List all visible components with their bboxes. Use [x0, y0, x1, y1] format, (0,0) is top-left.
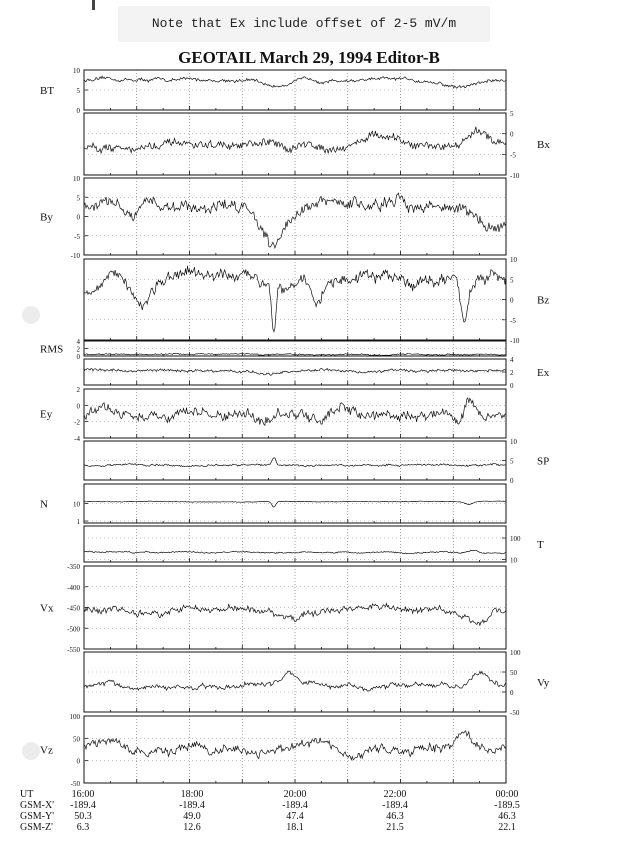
y-tick-label: 4	[510, 356, 514, 364]
y-tick-label: -50	[70, 780, 80, 788]
footer-gsm-y: 46.3	[386, 811, 404, 822]
y-tick-label: -2	[74, 418, 80, 427]
y-tick-label: 5	[76, 194, 80, 203]
y-tick-label: -5	[74, 232, 80, 241]
y-tick-label: 0	[510, 296, 514, 305]
panel-label: Vz	[40, 744, 53, 757]
footer-gsm-x: -189.4	[70, 800, 96, 811]
footer-time: 16:00	[71, 789, 95, 800]
y-tick-label: 10	[510, 256, 517, 264]
y-tick-label: 5	[510, 276, 514, 285]
panel-frame	[84, 178, 506, 255]
y-tick-label: 0	[510, 689, 514, 697]
panel-label: Ey	[40, 408, 53, 421]
y-tick-label: -5	[510, 316, 516, 325]
y-tick-label: 1	[76, 518, 80, 527]
footer-time: 00:00	[495, 789, 519, 800]
footer-label: GSM-X'	[20, 800, 55, 811]
y-tick-label: -50	[510, 709, 520, 717]
footer-label: GSM-Y'	[20, 811, 55, 822]
footer-time: 22:00	[383, 789, 407, 800]
panel-label: BT	[40, 85, 55, 97]
y-tick-label: 0	[76, 757, 80, 766]
y-tick-label: 0	[510, 477, 514, 485]
y-tick-label: 2	[510, 369, 514, 377]
panel-label: By	[40, 211, 53, 224]
series-line	[84, 398, 506, 426]
y-tick-label: 50	[510, 669, 517, 677]
footer-label: UT	[20, 789, 34, 800]
y-tick-label: 100	[69, 713, 80, 721]
y-tick-label: 50	[73, 735, 80, 744]
y-tick-label: 0	[510, 130, 514, 139]
y-tick-label: -350	[67, 563, 80, 571]
y-tick-label: 10	[510, 556, 517, 565]
y-tick-label: 0	[76, 402, 80, 411]
panel-label: Bx	[537, 139, 550, 151]
y-tick-label: -10	[70, 252, 80, 260]
y-tick-label: 5	[76, 87, 80, 95]
panel-label: RMS	[40, 343, 64, 356]
y-tick-label: -500	[67, 625, 80, 634]
offset-note: Note that Ex include offset of 2-5 mV/m	[118, 6, 490, 42]
y-tick-label: -450	[67, 604, 80, 613]
y-tick-label: 5	[510, 457, 514, 466]
y-tick-label: 5	[510, 110, 514, 118]
y-tick-label: 2	[76, 345, 80, 354]
footer-gsm-y: 49.0	[183, 811, 201, 822]
y-tick-label: 0	[510, 382, 514, 390]
footer-gsm-z: 22.1	[498, 822, 516, 833]
footer-gsm-y: 50.3	[74, 811, 92, 822]
footer-gsm-x: -189.4	[179, 800, 205, 811]
footer-gsm-x: -189.4	[382, 800, 408, 811]
y-tick-label: -5	[510, 151, 516, 160]
series-line	[84, 501, 506, 507]
y-tick-label: 2	[76, 386, 80, 394]
y-tick-label: -10	[510, 337, 520, 345]
y-tick-label: -10	[510, 172, 520, 180]
panel-label: SP	[537, 455, 550, 468]
footer-gsm-z: 12.6	[183, 822, 201, 833]
footer-gsm-x: -189.5	[494, 800, 520, 811]
y-tick-label: 4	[76, 338, 80, 346]
y-tick-label: 10	[73, 500, 80, 509]
panel-label: Ex	[537, 367, 550, 379]
panel-label: N	[40, 498, 48, 511]
panel-label: T	[537, 539, 544, 551]
y-tick-label: 0	[76, 353, 80, 361]
y-tick-label: 100	[510, 535, 521, 543]
y-tick-label: 10	[510, 438, 517, 446]
footer-label: GSM-Z'	[20, 822, 53, 833]
panel-label: Vy	[537, 677, 550, 689]
footer-time: 20:00	[283, 789, 307, 800]
chart-title: GEOTAIL March 29, 1994 Editor-B	[178, 48, 440, 67]
y-tick-label: 10	[73, 175, 80, 183]
y-tick-label: -400	[67, 583, 80, 592]
footer-time: 18:00	[180, 789, 204, 800]
footer-gsm-z: 18.1	[286, 822, 304, 833]
panel-label: Bz	[537, 294, 550, 307]
footer-gsm-x: -189.4	[282, 800, 308, 811]
y-tick-label: 100	[510, 649, 521, 657]
y-tick-label: 0	[76, 107, 80, 115]
panel-label: Vx	[40, 602, 54, 615]
footer-gsm-y: 47.4	[286, 811, 304, 822]
footer-gsm-y: 46.3	[498, 811, 516, 822]
footer-gsm-z: 6.3	[76, 822, 90, 833]
y-tick-label: 10	[73, 67, 80, 75]
footer-gsm-z: 21.5	[386, 822, 404, 833]
y-tick-label: -4	[74, 435, 80, 443]
y-tick-label: -550	[67, 646, 80, 654]
y-tick-label: 0	[76, 213, 80, 222]
